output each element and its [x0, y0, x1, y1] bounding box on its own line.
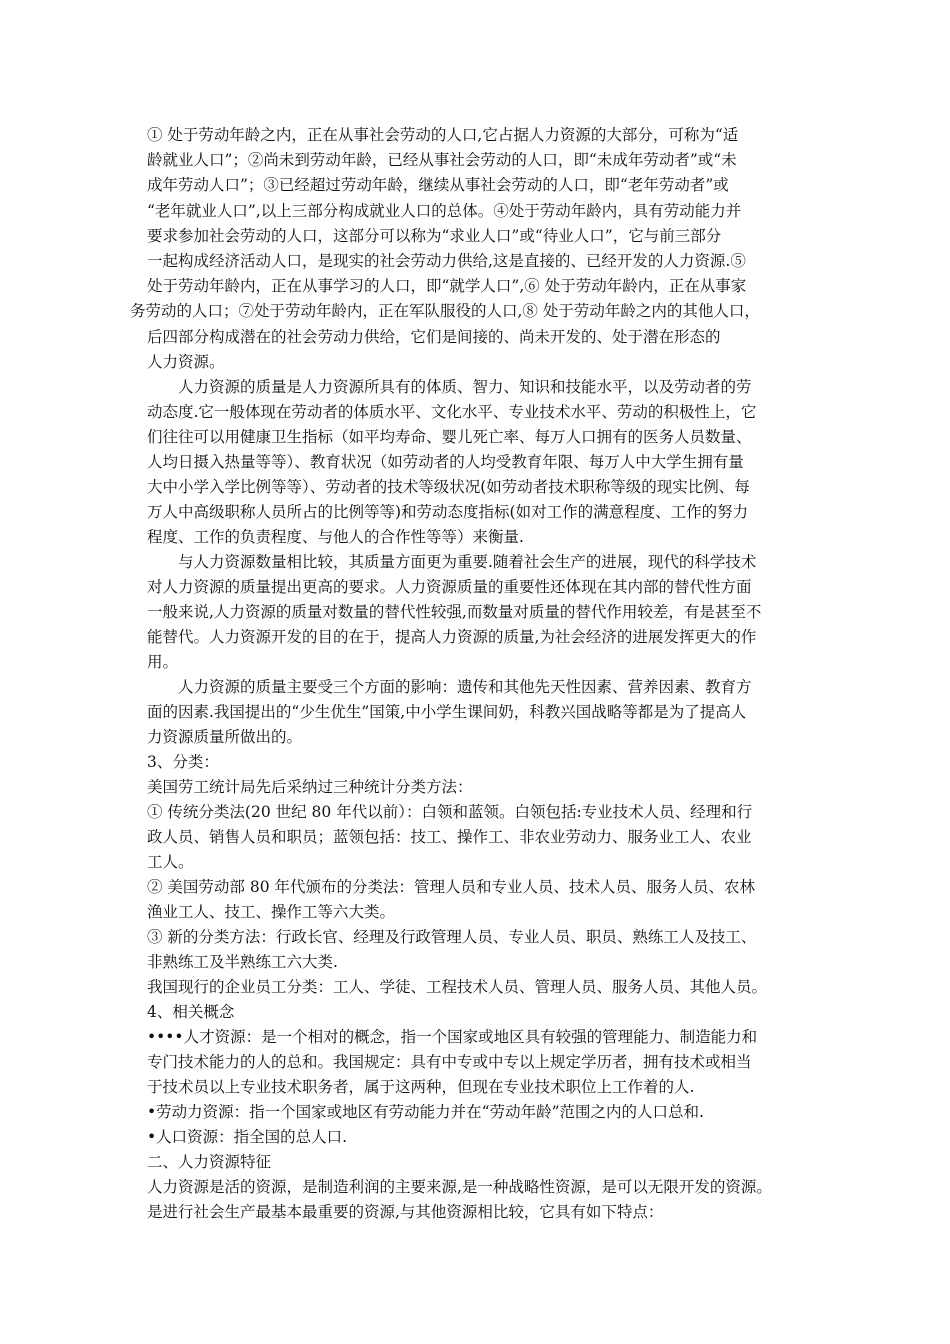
text-line: 人均日摄入热量等等）、教育状况（如劳动者的人均受教育年限、每万人中大学生拥有量	[147, 453, 744, 471]
text-line: 专门技术能力的人的总和。我国规定：具有中专或中专以上规定学历者，拥有技术或相当	[147, 1053, 752, 1071]
section-heading: 3、分类：	[147, 753, 219, 771]
text-line: ② 美国劳动部 80 年代颁布的分类法：管理人员和专业人员、技术人员、服务人员、农林	[147, 878, 756, 896]
text-line: 一起构成经济活动人口，是现实的社会劳动力供给,这是直接的、已经开发的人力资源.⑤	[147, 252, 746, 270]
text-line: 面的因素.我国提出的“少生优生”国策,中小学生课间奶，科教兴国战略等都是为了提高人	[147, 703, 747, 721]
text-line: 人力资源是活的资源，是制造利润的主要来源,是一种战略性资源，是可以无限开发的资源。	[147, 1178, 772, 1196]
text-line: 人力资源的质量主要受三个方面的影响：遗传和其他先天性因素、营养因素、教育方	[178, 678, 752, 696]
text-line: 用。	[147, 653, 179, 671]
text-line: ① 处于劳动年龄之内，正在从事社会劳动的人口,它占据人力资源的大部分，可称为“适	[147, 126, 739, 144]
text-line: 力资源质量所做出的。	[147, 728, 303, 746]
section-heading: 4、相关概念	[147, 1003, 235, 1021]
text-line: ③ 新的分类方法：行政长官、经理及行政管理人员、专业人员、职员、熟练工人及技工、	[147, 928, 757, 946]
text-line: 能替代。人力资源开发的目的在于，提高人力资源的质量,为社会经济的进展发挥更大的作	[147, 628, 757, 646]
text-line: 大中小学入学比例等等）、劳动者的技术等级状况(如劳动者技术职称等级的现实比例、每	[147, 478, 750, 496]
text-line: •劳动力资源：指一个国家或地区有劳动能力并在“劳动年龄”范围之内的人口总和.	[147, 1103, 704, 1121]
text-line: 非熟练工及半熟练工六大类.	[147, 953, 338, 971]
text-line: 对人力资源的质量提出更高的要求。人力资源质量的重要性还体现在其内部的替代性方面	[147, 578, 752, 596]
text-line: 美国劳工统计局先后采纳过三种统计分类方法：	[147, 778, 473, 796]
text-line: 是进行社会生产最基本最重要的资源,与其他资源相比较，它具有如下特点：	[147, 1203, 664, 1221]
text-line: 后四部分构成潜在的社会劳动力供给，它们是间接的、尚未开发的、处于潜在形态的	[147, 328, 721, 346]
text-line: 万人中高级职称人员所占的比例等等)和劳动态度指标(如对工作的满意程度、工作的努力	[147, 503, 749, 521]
text-line: 动态度.它一般体现在劳动者的体质水平、文化水平、专业技术水平、劳动的积极性上，它	[147, 403, 757, 421]
text-line: ••••人才资源：是一个相对的概念，指一个国家或地区具有较强的管理能力、制造能力和	[147, 1028, 758, 1046]
text-line: 工人。	[147, 853, 194, 871]
text-line: 处于劳动年龄内，正在从事学习的人口，即“就学人口”,⑥ 处于劳动年龄内，正在从事家	[147, 277, 747, 295]
text-line: 渔业工人、技工、操作工等六大类。	[147, 903, 396, 921]
text-line: 成年劳动人口”；③已经超过劳动年龄，继续从事社会劳动的人口，即“老年劳动者”或	[147, 176, 729, 194]
text-line: ① 传统分类法(20 世纪 80 年代以前）：白领和蓝领。白领包括:专业技术人员、经理和行	[147, 803, 753, 821]
text-line: 们往往可以用健康卫生指标（如平均寿命、婴儿死亡率、每万人口拥有的医务人员数量、	[147, 428, 752, 446]
text-line: •人口资源：指全国的总人口.	[147, 1128, 348, 1146]
text-line: 程度、工作的负责程度、与他人的合作性等等）来衡量.	[147, 528, 524, 546]
text-line: 政人员、销售人员和职员；蓝领包括：技工、操作工、非农业劳动力、服务业工人、农业	[147, 828, 752, 846]
text-line: 与人力资源数量相比较，其质量方面更为重要.随着社会生产的进展，现代的科学技术	[178, 553, 757, 571]
text-line: 人力资源。	[147, 353, 225, 371]
section-heading: 二、人力资源特征	[147, 1153, 272, 1171]
text-line: 要求参加社会劳动的人口，这部分可以称为“求业人口”或“待业人口”，它与前三部分	[147, 227, 722, 245]
text-line: 于技术员以上专业技术职务者，属于这两种，但现在专业技术职位上工作着的人.	[147, 1078, 695, 1096]
text-line: 人力资源的质量是人力资源所具有的体质、智力、知识和技能水平，以及劳动者的劳	[178, 378, 752, 396]
text-line: “老年就业人口”,以上三部分构成就业人口的总体。④处于劳动年龄内，具有劳动能力并	[147, 202, 742, 220]
text-line: 务劳动的人口；⑦处于劳动年龄内，正在军队服役的人口,⑧ 处于劳动年龄之内的其他人口，	[130, 302, 760, 320]
text-line: 我国现行的企业员工分类：工人、学徒、工程技术人员、管理人员、服务人员、其他人员。	[147, 978, 768, 996]
text-line: 龄就业人口”；②尚未到劳动年龄，已经从事社会劳动的人口，即“未成年劳动者”或“未	[147, 151, 737, 169]
text-line: 一般来说,人力资源的质量对数量的替代性较强,而数量对质量的替代作用较差，有是甚至不	[147, 603, 762, 621]
